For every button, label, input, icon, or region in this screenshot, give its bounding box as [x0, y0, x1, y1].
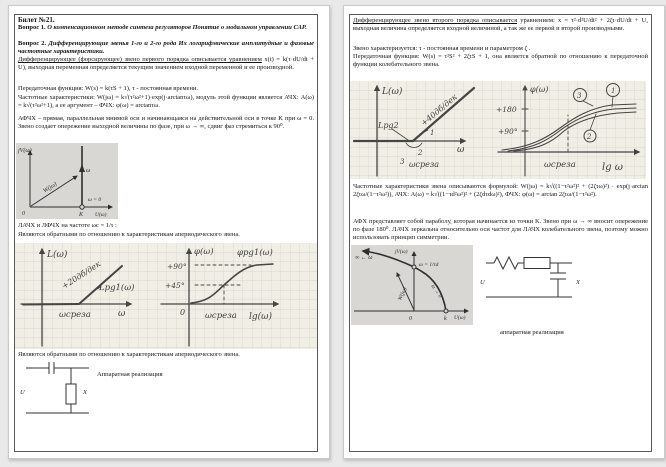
nyquist-plot-first-order	[16, 143, 118, 219]
circled-curve-3: 3	[577, 92, 582, 100]
paragraph-inverse-note-1: Являются обратными по отношению к характеристикам апериодического звена.	[18, 231, 240, 238]
paragraph-frequency-characteristics-1: Частотные характеристики: W(jω) = k√(τ²ω²+1)·exp(j·arctanτω), модуль этой функции является АЧХ: A(ω) = k√(τ²ω²+1), а ее аргумент – ФЧХ: φ(ω) = arctanτω.	[18, 94, 314, 109]
cutoff-label-phase-2: ωсреза	[544, 160, 576, 170]
cutoff-label-phase: ωсреза	[205, 311, 237, 321]
paragraph-second-order-definition: Дифференцирующее звено второго порядка описывается уравнением: x = τ²·d²U/dt² + 2ζτ·dU/dt + U, выходная величина определяется входной величиной, а так же ее первой и второй производными.	[353, 17, 648, 32]
omega-axis-label: ω	[118, 309, 126, 319]
bode-plot-second-order	[350, 81, 646, 179]
w-vector-label-2: W(jω)	[397, 286, 409, 302]
lg-omega-axis-label: lg(ω)	[249, 312, 273, 322]
magnitude-axis-label-2: L(ω)	[382, 87, 403, 97]
phase-90-label-2: +90°	[498, 127, 518, 136]
paragraph-inverse-note-2: Являются обратными по отношению к характеристикам апериодического звена.	[18, 351, 240, 358]
bode-plot-first-order	[15, 243, 317, 349]
phase-origin-label: 0	[180, 308, 186, 317]
circled-curve-1: 1	[611, 87, 616, 95]
phase-180-label: +180	[496, 105, 517, 114]
cutoff-label-magnitude: ωсреза	[59, 310, 91, 320]
input-label: U	[20, 389, 25, 396]
circuit-caption-1: Аппаратная реализация	[97, 371, 163, 378]
question-1: Вопрос 1. О компенсационном методе синтеза регуляторов Понятие о модальном управлении САР.	[18, 24, 307, 31]
omega-axis-label-2: ω	[457, 145, 465, 155]
slope-label-2: +40дб/дек	[419, 92, 459, 128]
k-start-marker	[444, 309, 448, 313]
circled-curve-2: 2	[587, 133, 592, 141]
circuit-first-order	[19, 360, 103, 420]
curve-number-1: 1	[430, 129, 435, 137]
content-frame-right	[349, 14, 652, 452]
origin-label-2: 0	[409, 316, 412, 322]
paragraph-first-order-definition: Дифференцирующее (форсирующее) звено первого порядка описывается уравнением x(t) = k(τ·dU/dt + U), выходная переменная определяется текущим значением входной переменной и ее производной.	[18, 56, 314, 71]
omega-tau-label: ω = 1/τd	[419, 262, 439, 268]
circuit1-wires	[26, 362, 89, 413]
imaginary-axis-label: jV(ω)	[18, 148, 32, 154]
magnitude-curve-label-2: Lpg2	[378, 121, 399, 130]
question-2: Вопрос 2. Дифференцирующие звенья 1-го и 2-го рода Их логарифмические амплитудные и фазовые частотные характеристики.	[18, 40, 314, 55]
circuit2-wires	[486, 257, 572, 297]
slope-label: +20дб/дек	[60, 259, 103, 291]
paragraph-transfer-function-1: Передаточная функция: W(s) = k(τS + 1), τ - постоянная времени.	[18, 85, 199, 92]
origin-label: 0	[22, 211, 25, 217]
omega-zero-marker	[80, 205, 84, 209]
output-label: X	[83, 389, 87, 396]
phase-curve-label: φpg1(ω)	[237, 248, 273, 258]
phase-45-label: +45°	[165, 281, 185, 290]
paragraph-afchx-description: АФЧХ – прямая, параллельная мнимой оси и начинающаяся на действительной оси в точке K при ω = 0. Звено создает опережение выходной величины по фазе, при ω → ∞, сдвиг фаз стремиться к 90⁰.	[18, 115, 314, 130]
curve-number-3: 3	[400, 158, 405, 166]
omega-zero-label: ω = 0	[88, 197, 102, 203]
imaginary-axis-label-2: jV(ω)	[395, 249, 408, 255]
input-label-2: U	[480, 279, 485, 286]
cutoff-label-magnitude-2: ωсреза	[409, 160, 439, 169]
real-axis-label-2: U(ω)	[454, 315, 466, 321]
phase-90-label: +90°	[167, 262, 187, 271]
lg-omega-axis-label-2: lg ω	[602, 162, 623, 173]
magnitude-curve-label: Lpg1(ω)	[99, 283, 135, 293]
k-point-label: K	[79, 212, 84, 218]
phase-axis-label-2: φ(ω)	[530, 85, 549, 94]
paragraph-link-parameters: Звено характеризуется: τ - постоянная времени и параметром ζ .	[353, 45, 531, 52]
ticket-title: Билет №21.	[18, 16, 55, 24]
magnitude-axis-label: L(ω)	[47, 250, 68, 260]
circuit-caption-2: аппаратная реализация	[500, 329, 564, 336]
infinity-omega-label: ∞ ← ω	[355, 255, 373, 261]
circuit-second-order	[480, 251, 595, 313]
scan-background	[16, 143, 118, 219]
paragraph-transfer-function-2: Передаточная функция: W(s) = τ²S² + 2ζτS + 1, она является обратной по отношению к передаточной функции колебательного звена.	[353, 53, 648, 68]
omega-tau-marker	[412, 265, 416, 269]
paragraph-frequency-characteristics-2: Частотные характеристики звена описываются формулой: W(jω) = k√((1−τ²ω²)² + (2ζτω)²) · exp(j·arctan 2ζτω/(1−τ²ω²)), АЧХ: A(ω) = k√((1−τd²ω²)² + (2ζdτdω)²), ФЧХ: φ(ω) = arctan 2ζτω/(1−τ²ω²).	[353, 183, 648, 198]
paragraph-afx-parabola: АФХ представляет собой параболу, которая начинается из точки K. Звено при ω → ∞ вносит опережение по фазе 180⁰. ЛАЧХ зеркальна относительно оси частот для ЛАЧХ колебательного звена, поэтому можно использовать принцип симметрии.	[353, 218, 648, 241]
omega-label: ω	[86, 168, 91, 174]
output-label-2: X	[576, 279, 580, 286]
w-vector-label: W(jω)	[42, 181, 59, 195]
phase-axis-label: φ(ω)	[194, 247, 214, 257]
document-page-right	[343, 5, 665, 459]
nyquist-plot-second-order	[351, 245, 473, 325]
curve-number-2: 2	[418, 149, 423, 157]
omega-to-zero-label: ω → 0	[429, 283, 443, 300]
real-axis-label: U(ω)	[95, 212, 107, 218]
document-page-left	[8, 5, 330, 459]
content-frame-left	[14, 14, 318, 452]
paragraph-lachx-frequency: ЛАЧХ и ЛФЧХ на частоте ωc = 1/τ :	[18, 222, 117, 229]
k-point-label-2: k	[444, 316, 447, 322]
